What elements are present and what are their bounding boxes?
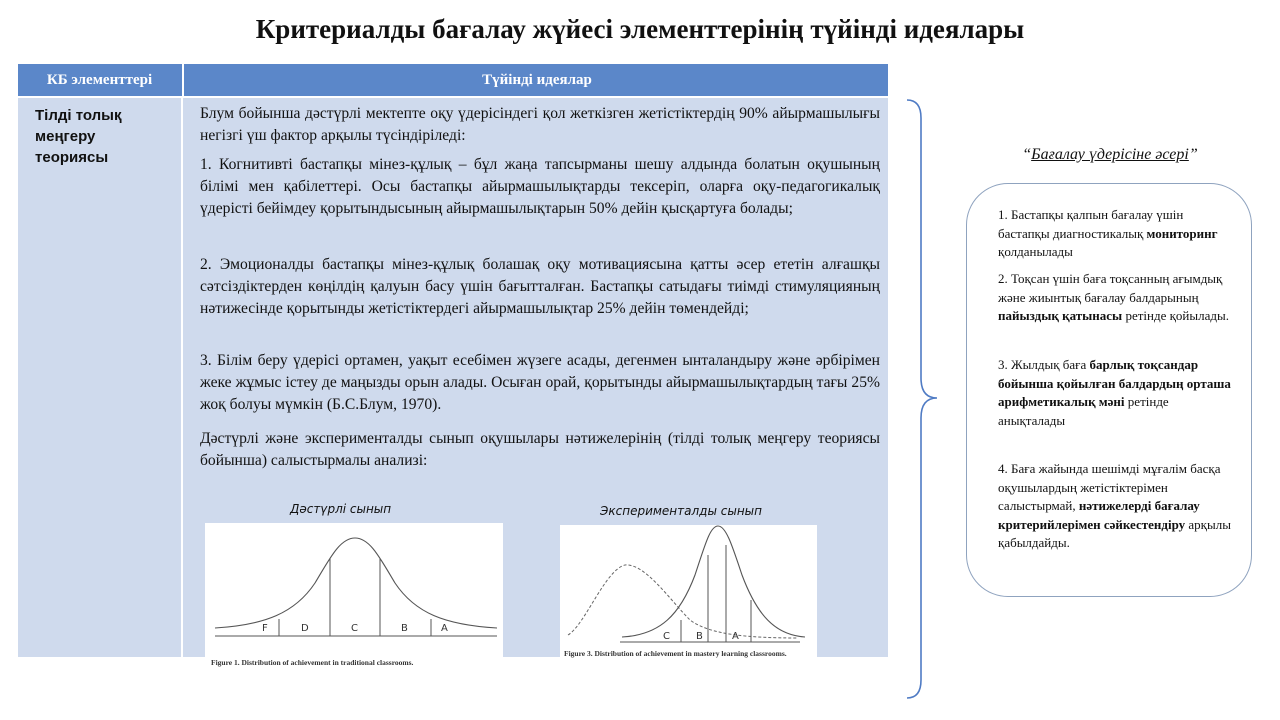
item-text: 4. Баға жайында шешімді мұғалім басқа оқушылардың жетістіктерімен салыстырмай, <box>998 461 1221 513</box>
item-text: 1. Бастапқы қалпын бағалау үшін бастапқы диагностикалық <box>998 207 1184 241</box>
item-text: қолданылады <box>998 244 1073 259</box>
grade-label-c: C <box>351 623 358 634</box>
item-text: арқылы қабылдайды. <box>998 516 1231 550</box>
mastery-distribution-figure <box>560 525 817 669</box>
term-cell <box>18 98 183 657</box>
mastery-bell-curve <box>622 526 805 637</box>
traditional-distribution-chart <box>205 523 503 657</box>
right-curly-brace <box>905 98 941 700</box>
table-header <box>18 64 888 98</box>
traditional-class-caption: Дәстүрлі сынып <box>290 502 392 516</box>
item-text: 3. Жылдық баға <box>998 357 1090 372</box>
paragraph-emotional: 2. Эмоционалды бастапқы мінез-құлық болашақ оқу мотивациясына қатты әсер ететін алғашқы сәтсіздіктерден көңілдің қалуын басу үшін бағытталған. Бастапқы сатыдағы тиімді стимуляцияның нәтижесінде қорытынды жетістіктердегі айырмашылықтар 25% дейін төмендейді; <box>200 256 880 317</box>
grade-label-b: B <box>696 631 703 642</box>
term-text: Тілді толық меңгеру теориясы <box>35 107 122 166</box>
grade-label-d: D <box>301 623 309 634</box>
mastery-distribution-chart <box>560 525 817 647</box>
impact-box <box>966 183 1252 597</box>
item-bold-text: барлық тоқсандар бойынша қойылған балдардың орташа арифметикалық мәні <box>998 357 1231 409</box>
close-quote: ” <box>1188 146 1198 163</box>
traditional-figure-caption: Figure 1. Distribution of achievement in traditional classrooms. <box>211 658 414 667</box>
grade-label-a: A <box>441 623 448 634</box>
open-quote: “ <box>1022 146 1032 163</box>
paragraph-process: 3. Білім беру үдерісі ортамен, уақыт есебімен жүзеге асады, дегенмен ынталандыру және әрбірімен жеке жұмыс істеу де маңызды орын алады. Осыған орай, қорытынды айырмашылықтардың тағы 25% жоқ болуы мүмкін (Б.С.Блум, 1970). <box>200 352 880 413</box>
assessment-impact-heading <box>965 146 1255 164</box>
grade-label-b: B <box>401 623 408 634</box>
item-bold-text: нәтижелерді бағалау критерийлерімен сәйкестендіру <box>998 498 1200 532</box>
item-bold-text: пайыздық қатынасы <box>998 308 1123 323</box>
item-text: ретінде анықталады <box>998 394 1169 428</box>
experimental-class-caption: Эксперименталды сынып <box>600 504 762 518</box>
grade-label-c: C <box>663 631 670 642</box>
paragraph-intro: Блум бойынша дәстүрлі мектепте оқу үдерісіндегі қол жеткізген жетістіктердің 90% айырмашылығы негізгі үш фактор арқылы түсіндіріледі: <box>200 105 880 144</box>
impact-heading-text: Бағалау үдерісіне әсері <box>1031 146 1189 163</box>
header-key-ideas: Түйінді идеялар <box>182 64 890 96</box>
impact-item-4 <box>998 460 1234 553</box>
bell-curve <box>215 538 497 628</box>
header-elements: КБ элементтері <box>46 72 153 88</box>
item-bold-text: мониторинг <box>1146 225 1218 241</box>
paragraph-cognitive: 1. Когнитивті бастапқы мінез-құлық – бұл жаңа тапсырманы шешу алдында болатын оқушының білімі мен қабілеттері. Осы бастапқы айырмашылықтарды тексеріп, оларға оқу-педагогикалық үдерісті бейімдеу қорытындысының айырмашылықтарын 50% дейін қысқартуға болады; <box>200 156 880 217</box>
item-text: 2. Тоқсан үшін баға тоқсанның ағымдық және жиынтық бағалау балдарының <box>998 271 1223 305</box>
item-text: ретінде қойылады. <box>1122 308 1229 323</box>
grade-label-f: F <box>262 623 268 634</box>
slide-title: Критериалды бағалау жүйесі элементтерінің түйінді идеялары <box>255 14 1025 44</box>
paragraph-analysis: Дәстүрлі және эксперименталды сынып оқушылары нәтижелерінің (тілді толық меңгеру теориясы бойынша) салыстырмалы анализі: <box>200 430 880 469</box>
impact-item-3 <box>998 356 1234 430</box>
impact-item-2 <box>998 270 1234 326</box>
impact-item-1 <box>998 206 1234 262</box>
mastery-figure-caption: Figure 3. Distribution of achievement in mastery learning classrooms. <box>564 649 787 658</box>
traditional-distribution-figure <box>205 523 503 667</box>
grade-label-a: A <box>732 631 739 642</box>
